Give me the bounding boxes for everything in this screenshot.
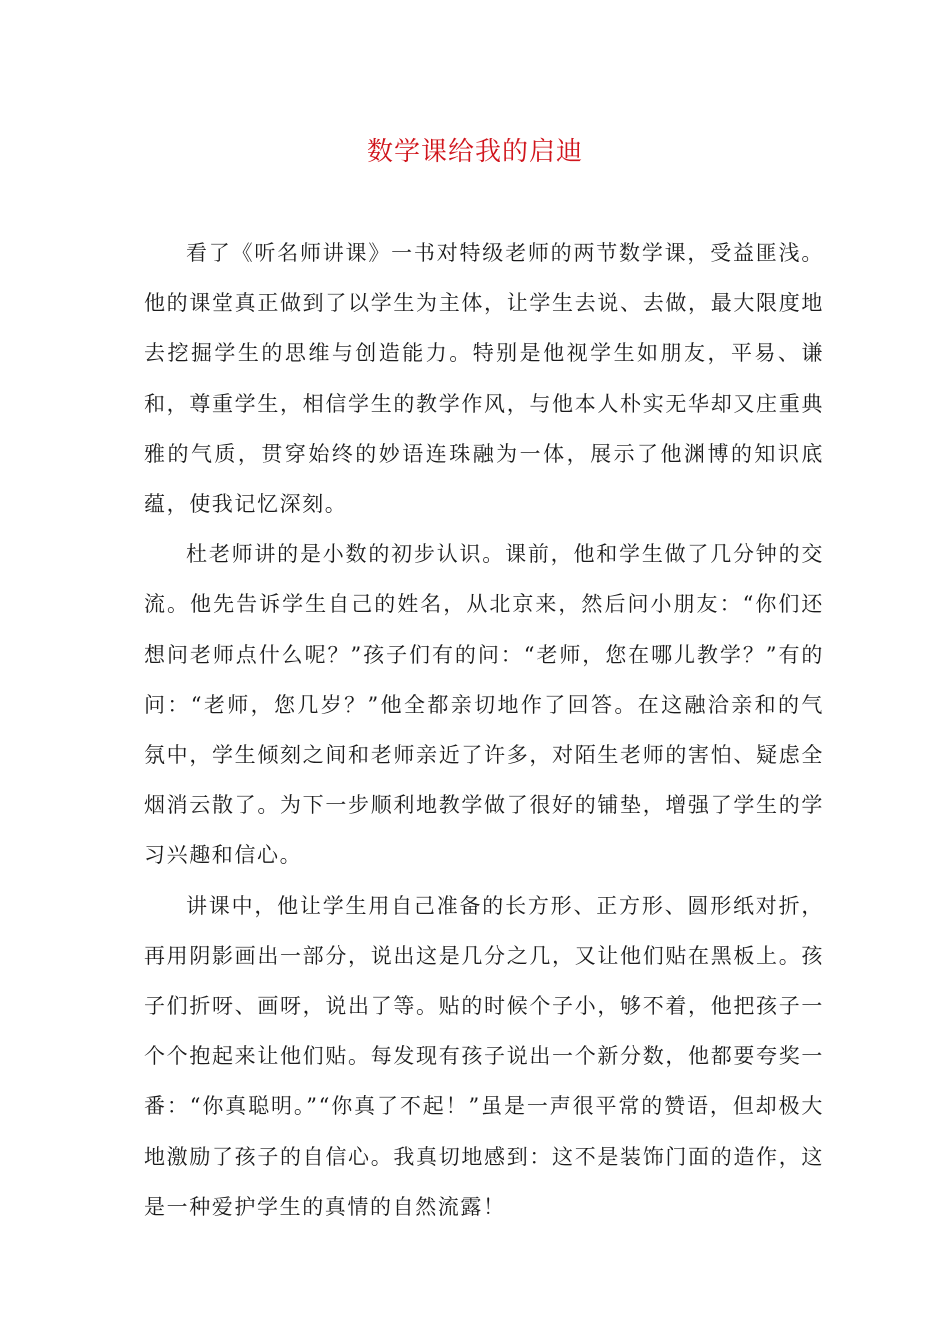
document-title: 数学课给我的启迪 — [366, 137, 583, 167]
paragraph-1: 看了《听名师讲课》一书对特级老师的两节数学课，受益匪浅。他的课堂真正做到了以学生为主体，让学生去说、去做，最大限度地去挖掘学生的思维与创造能力。特别是他视学生如朋友，平易、谦和，尊重学生，相信学生的教学作风，与他本人朴实无华却又庄重典雅的气质，贯穿始终的妙语连珠融为一体，展示了他渊博的知识底蕴，使我记忆深刻。 — [144, 241, 824, 517]
paragraph-3: 讲课中，他让学生用自己准备的长方形、正方形、圆形纸对折，再用阴影画出一部分，说出这是几分之几，又让他们贴在黑板上。孩子们折呀、画呀，说出了等。贴的时候个子小，够不着，他把孩子一个个抱起来让他们贴。每发现有孩子说出一个新分数，他都要夸奖一番：“你真聪明。”“你真了不起！”虽是一声很平常的赞语，但却极大地激励了孩子的自信心。我真切地感到：这不是装饰门面的造作，这是一种爱护学生的真情的自然流露！ — [144, 893, 824, 1219]
document-body — [144, 228, 824, 1232]
paragraph-2: 杜老师讲的是小数的初步认识。课前，他和学生做了几分钟的交流。他先告诉学生自己的姓名，从北京来，然后问小朋友：“你们还想问老师点什么呢？”孩子们有的问：“老师，您在哪儿教学？”有的问：“老师，您几岁？”他全都亲切地作了回答。在这融洽亲和的气氛中，学生倾刻之间和老师亲近了许多，对陌生老师的害怕、疑虑全烟消云散了。为下一步顺利地教学做了很好的铺垫，增强了学生的学习兴趣和信心。 — [144, 542, 824, 868]
